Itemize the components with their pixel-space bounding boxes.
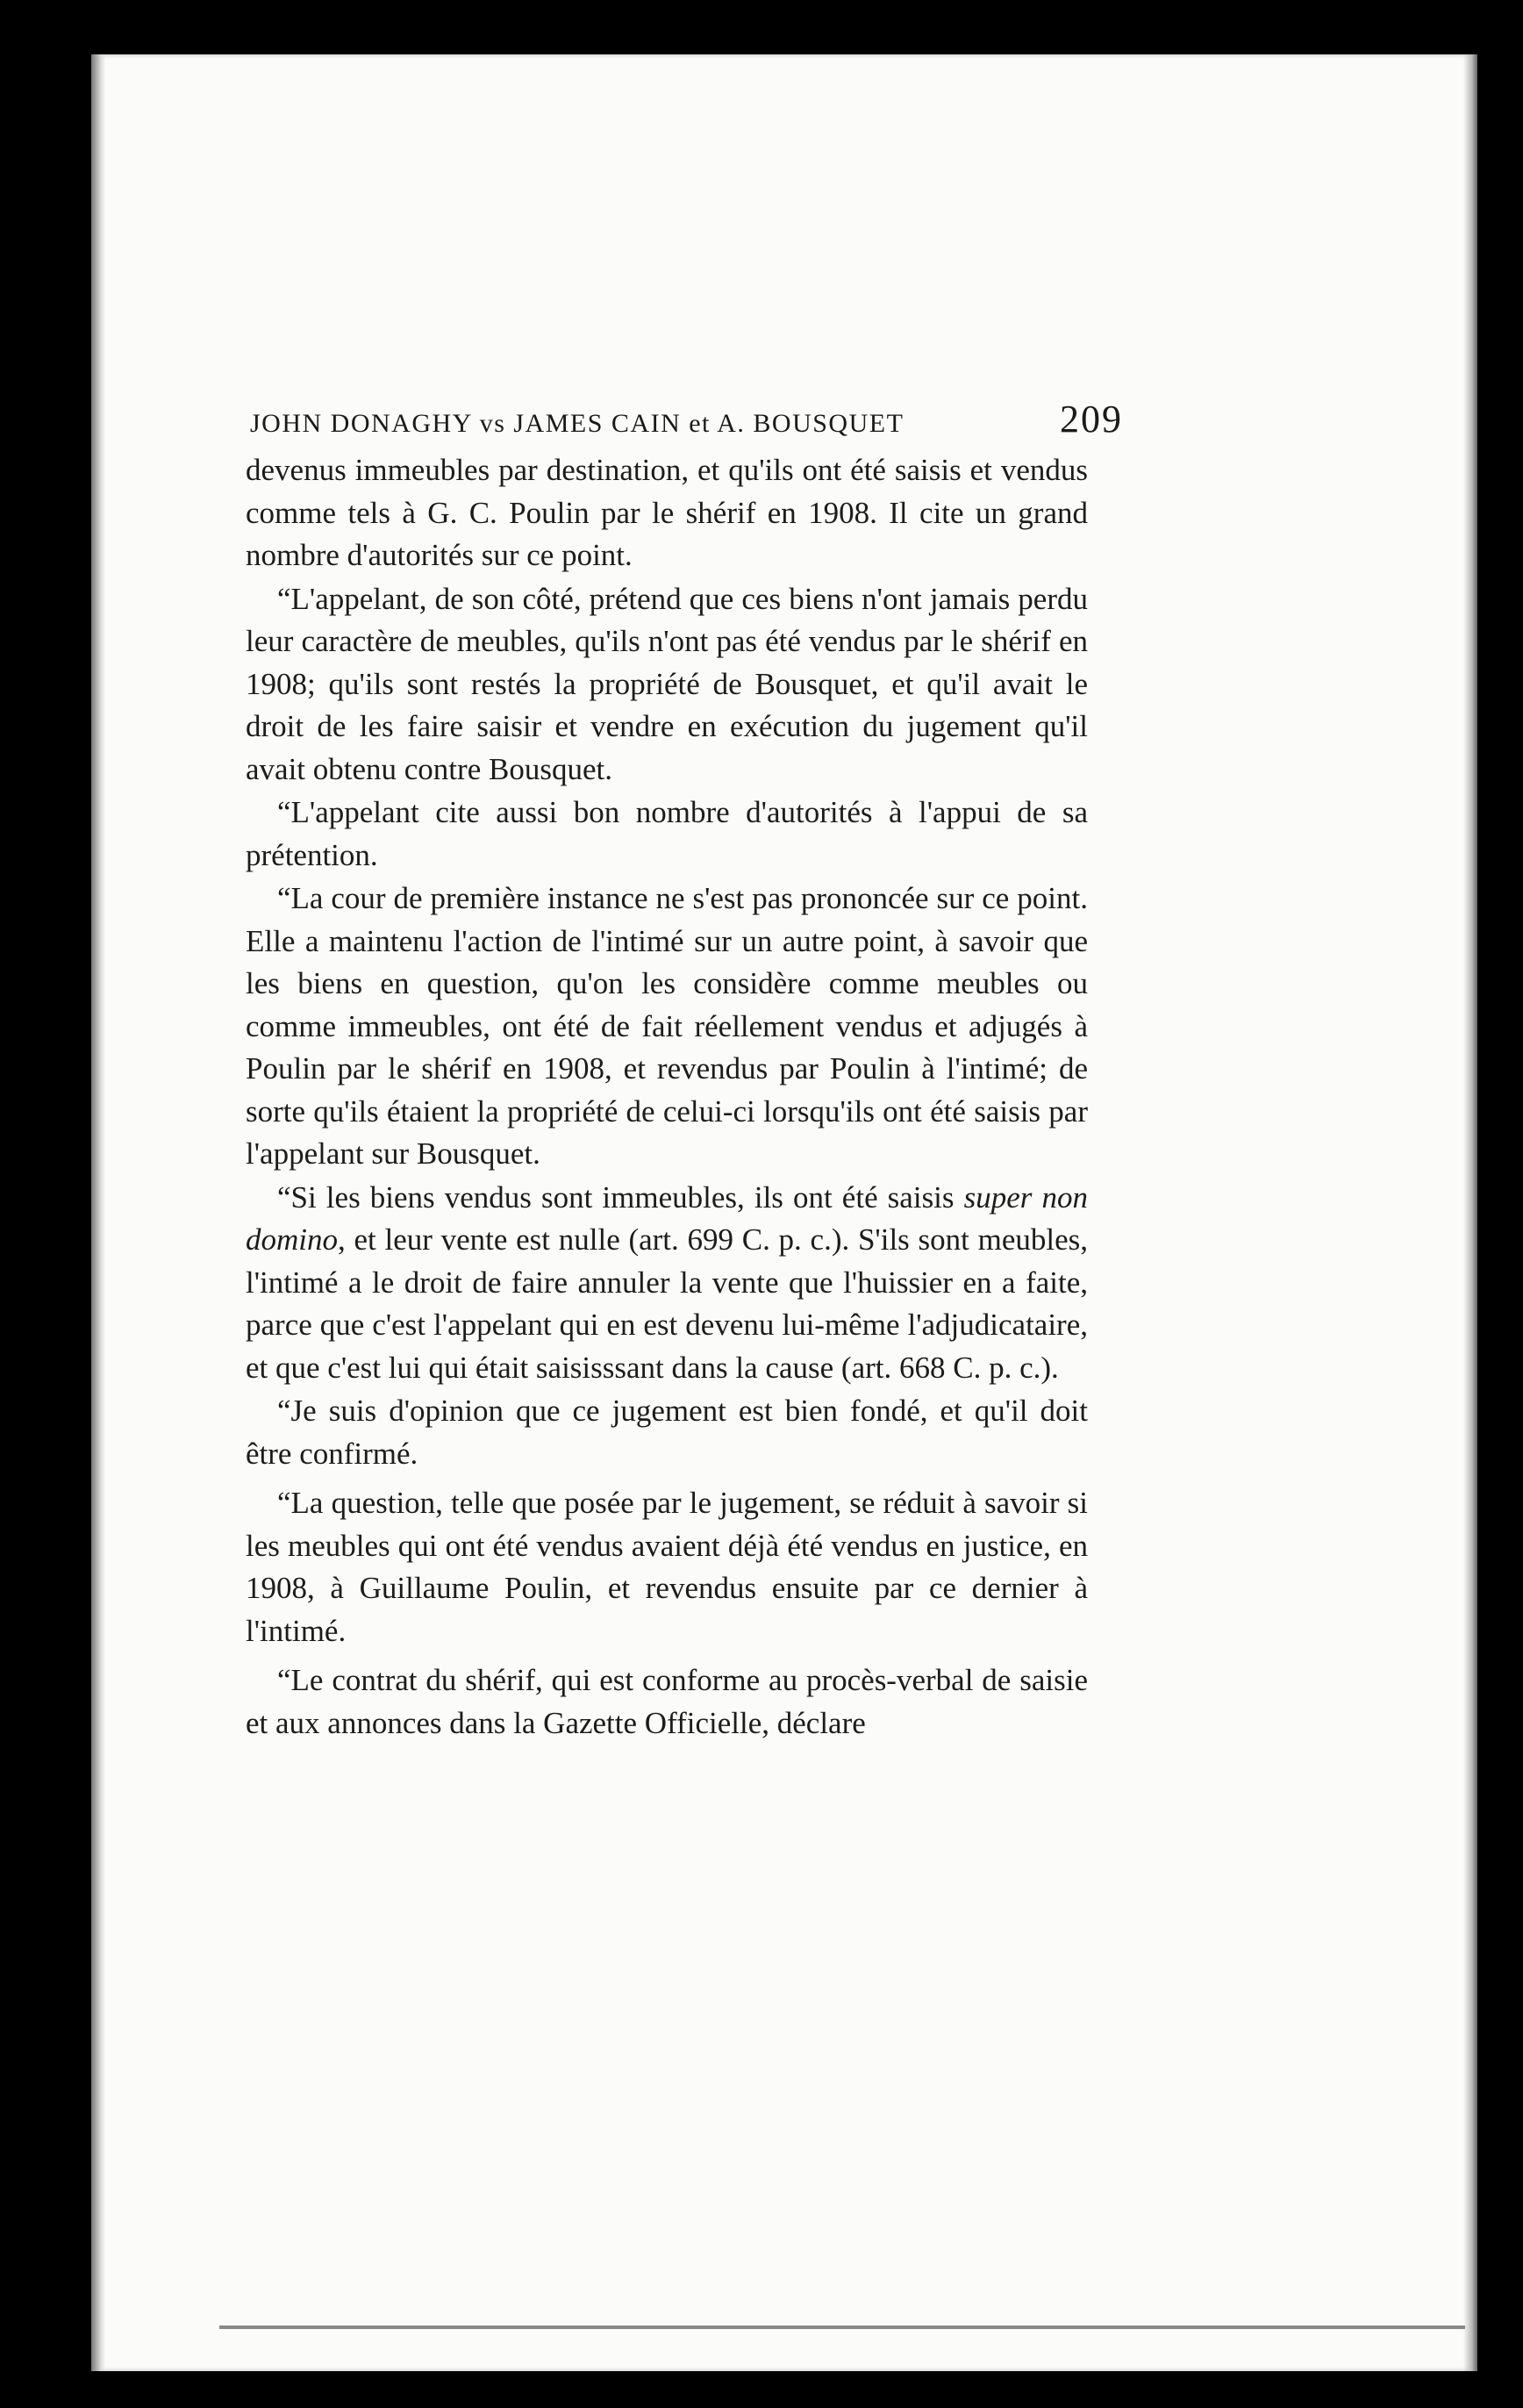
paragraph: “Je suis d'opinion que ce jugement est bien fondé, et qu'il doit être confirmé.	[246, 1394, 1088, 1471]
paragraph: “La question, telle que posée par le jugement, se réduit à savoir si les meubles qui ont été vendus avaient déjà été vendus en justice, en 1908, à Guillaume Poulin, et revendus ensuite par ce dernier à l'intimé.	[246, 1486, 1088, 1648]
paragraph: “Le contrat du shérif, qui est conforme au procès-verbal de saisie et aux annonces dans la Gazette Officielle, déclare	[246, 1663, 1088, 1740]
paragraph: “L'appelant, de son côté, prétend que ces biens n'ont jamais perdu leur caractère de meubles, qu'ils n'ont pas été vendus par le shérif en 1908; qu'ils sont restés la propriété de Bousquet, et qu'il avait le droit de les faire saisir et vendre en exécution du jugement qu'il avait obtenu contre Bousquet.	[246, 581, 1088, 786]
body-text	[246, 449, 1088, 1745]
paragraph-text: “Si les biens vendus sont immeubles, ils ont été saisis	[277, 1179, 964, 1215]
paragraph: “La cour de première instance ne s'est pas prononcée sur ce point. Elle a maintenu l'action de l'intimé sur un autre point, à savoir que les biens en question, qu'on les considère comme meubles ou comme immeubles, ont été de fait réellement vendus et adjugés à Poulin par le shérif en 1908, et revendus par Poulin à l'intimé; de sorte qu'ils étaient la propriété de celui-ci lorsqu'ils ont été saisis par l'appelant sur Bousquet.	[246, 881, 1088, 1171]
page-gutter-shadow	[91, 54, 105, 2371]
page-bottom-edge	[219, 2326, 1465, 2329]
page-number: 209	[1060, 398, 1123, 441]
paragraph-text: , et leur vente est nulle (art. 699 C. p. c.). S'ils sont meubles, l'intimé a le droit de faire annuler la vente que l'huissier en a faite, parce que c'est l'appelant qui en est devenu lui-même l'adjudicataire, et que c'est lui qui était saisisssant dans la cause (art. 668 C. p. c.).	[246, 1222, 1088, 1385]
paragraph	[246, 1177, 1088, 1390]
page-right-edge	[1463, 54, 1477, 2371]
running-head: JOHN DONAGHY vs JAMES CAIN et A. BOUSQUET	[250, 409, 905, 438]
paragraph: “L'appelant cite aussi bon nombre d'autorités à l'appui de sa prétention.	[246, 795, 1088, 872]
page-header	[250, 397, 1123, 441]
latin-phrase: super non domino	[246, 1179, 1088, 1257]
paragraph: devenus immeubles par destination, et qu'ils ont été saisis et vendus comme tels à G. C. Poulin par le shérif en 1908. Il cite un grand nombre d'autorités sur ce point.	[246, 453, 1088, 572]
